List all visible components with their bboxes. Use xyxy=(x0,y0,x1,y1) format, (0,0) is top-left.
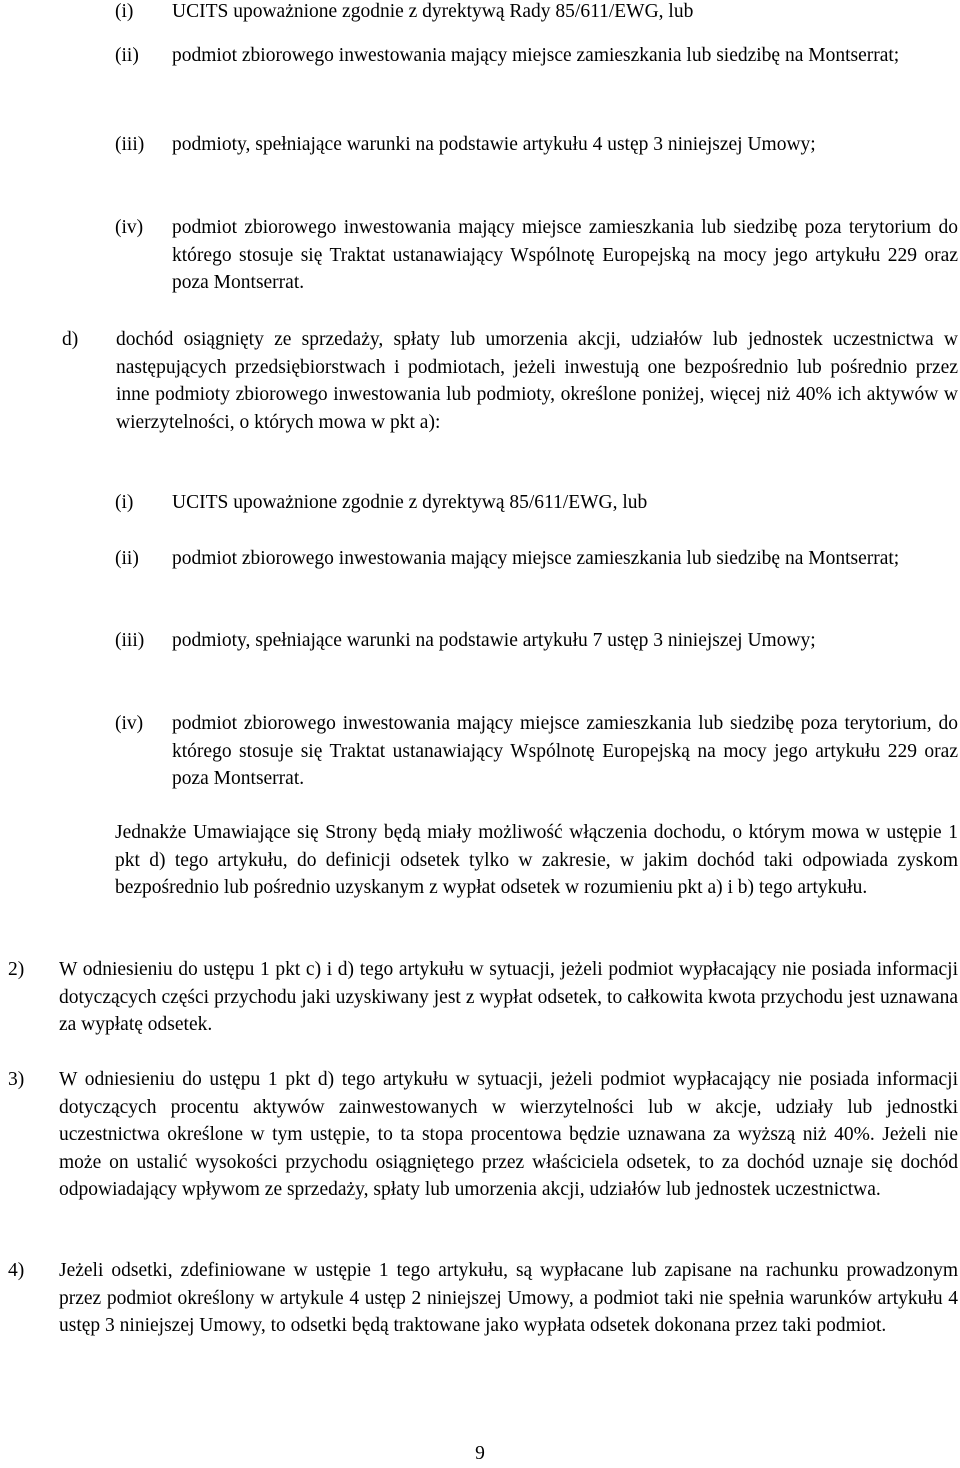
item-text: podmioty, spełniające warunki na podstawie artykułu 4 ustęp 3 niniejszej Umowy; xyxy=(172,134,816,155)
page-number: 9 xyxy=(475,1443,485,1464)
paragraph-2 xyxy=(8,956,958,1039)
section-d-item-iii xyxy=(115,627,958,655)
paragraph-text: Jeżeli odsetki, zdefiniowane w ustępie 1 tego artykułu, są wypłacane lub zapisane na rachunku prowadzonym przez podmiot określony w artykule 4 ustęp 2 niniejszej Umowy, a podmiot taki nie spełnia warunków artykułu 4 ustęp 3 niniejszej Umowy, to odsetki będą traktowane jako wypłata odsetek dokonana przez taki podmiot. xyxy=(59,1260,958,1336)
item-label: (iv) xyxy=(115,217,144,238)
paragraph-text: W odniesieniu do ustępu 1 pkt d) tego artykułu w sytuacji, jeżeli podmiot wypłacający nie posiada informacji dotyczących procentu aktywów zainwestowanych w wierzytelności lub w akcje, udziały lub jednostki uczestnictwa określone w tym ustępie, to ta stopa procentowa będzie uznawana za wyższą niż 40%. Jeżeli nie może on ustalić wysokości przychodu osiągniętego przez właściciela odsetek, to za dochód uznaje się dochód odpowiadający wpływom ze sprzedaży, spłaty lub umorzenia akcji, udziałów lub jednostek uczestnictwa. xyxy=(59,1069,958,1200)
item-label: (ii) xyxy=(115,45,139,66)
paragraph-label: 3) xyxy=(8,1069,25,1090)
item-text: UCITS upoważnione zgodnie z dyrektywą Rady 85/611/EWG, lub xyxy=(172,1,694,22)
list-item-iii xyxy=(115,131,958,159)
item-text: podmiot zbiorowego inwestowania mający miejsce zamieszkania lub siedzibę poza terytorium, do którego stosuje się Traktat ustanawiający Wspólnotę Europejską na mocy jego artykułu 229 oraz poza Montserrat. xyxy=(172,713,958,789)
paragraph-4 xyxy=(8,1257,958,1340)
list-item-i xyxy=(115,0,958,26)
item-label: (ii) xyxy=(115,548,139,569)
paragraph-label: 2) xyxy=(8,959,25,980)
section-d-note: Jednakże Umawiające się Strony będą miały możliwość włączenia dochodu, o którym mowa w ustępie 1 pkt d) tego artykułu, do definicji odsetek tylko w zakresie, w jakim dochód taki odpowiada zyskom bezpośrednio lub pośrednio uzyskanym z wypłat odsetek w rozumieniu pkt a) i b) tego artykułu. xyxy=(115,822,958,898)
list-item-iv xyxy=(115,214,958,297)
paragraph-text: W odniesieniu do ustępu 1 pkt c) i d) tego artykułu w sytuacji, jeżeli podmiot wypłacający nie posiada informacji dotyczących części przychodu jaki uzyskiwany jest z wypłat odsetek, to całkowita kwota przychodu jest uznawana za wypłatę odsetek. xyxy=(59,959,958,1035)
section-d-item-i xyxy=(115,489,958,517)
item-label: (iii) xyxy=(115,134,145,155)
item-label: (iii) xyxy=(115,630,145,651)
item-text: podmiot zbiorowego inwestowania mający miejsce zamieszkania lub siedzibę na Montserrat; xyxy=(172,45,900,66)
item-text: podmioty, spełniające warunki na podstawie artykułu 7 ustęp 3 niniejszej Umowy; xyxy=(172,630,816,651)
item-text: podmiot zbiorowego inwestowania mający miejsce zamieszkania lub siedzibę na Montserrat; xyxy=(172,548,900,569)
item-text: podmiot zbiorowego inwestowania mający miejsce zamieszkania lub siedzibę poza terytorium do którego stosuje się Traktat ustanawiający Wspólnotę Europejską na mocy jego artykułu 229 oraz poza Montserrat. xyxy=(172,217,958,293)
item-label: (i) xyxy=(115,1,134,22)
item-label: (iv) xyxy=(115,713,144,734)
section-d-label: d) xyxy=(62,329,79,350)
section-d-item-ii xyxy=(115,545,958,573)
item-text: UCITS upoważnione zgodnie z dyrektywą 85/611/EWG, lub xyxy=(172,492,648,513)
item-label: (i) xyxy=(115,492,134,513)
paragraph-label: 4) xyxy=(8,1260,25,1281)
section-d-item-iv xyxy=(115,710,958,793)
section-d xyxy=(62,326,958,436)
paragraph-3 xyxy=(8,1066,958,1204)
list-item-ii xyxy=(115,42,958,70)
section-d-text: dochód osiągnięty ze sprzedaży, spłaty lub umorzenia akcji, udziałów lub jednostek uczestnictwa w następujących przedsiębiorstwach i podmiotach, jeżeli inwestują one bezpośrednio lub pośrednio przez inne podmioty zbiorowego inwestowania lub podmioty, określone poniżej, więcej niż 40% ich aktywów w wierzytelności, o których mowa w pkt a): xyxy=(116,329,958,433)
